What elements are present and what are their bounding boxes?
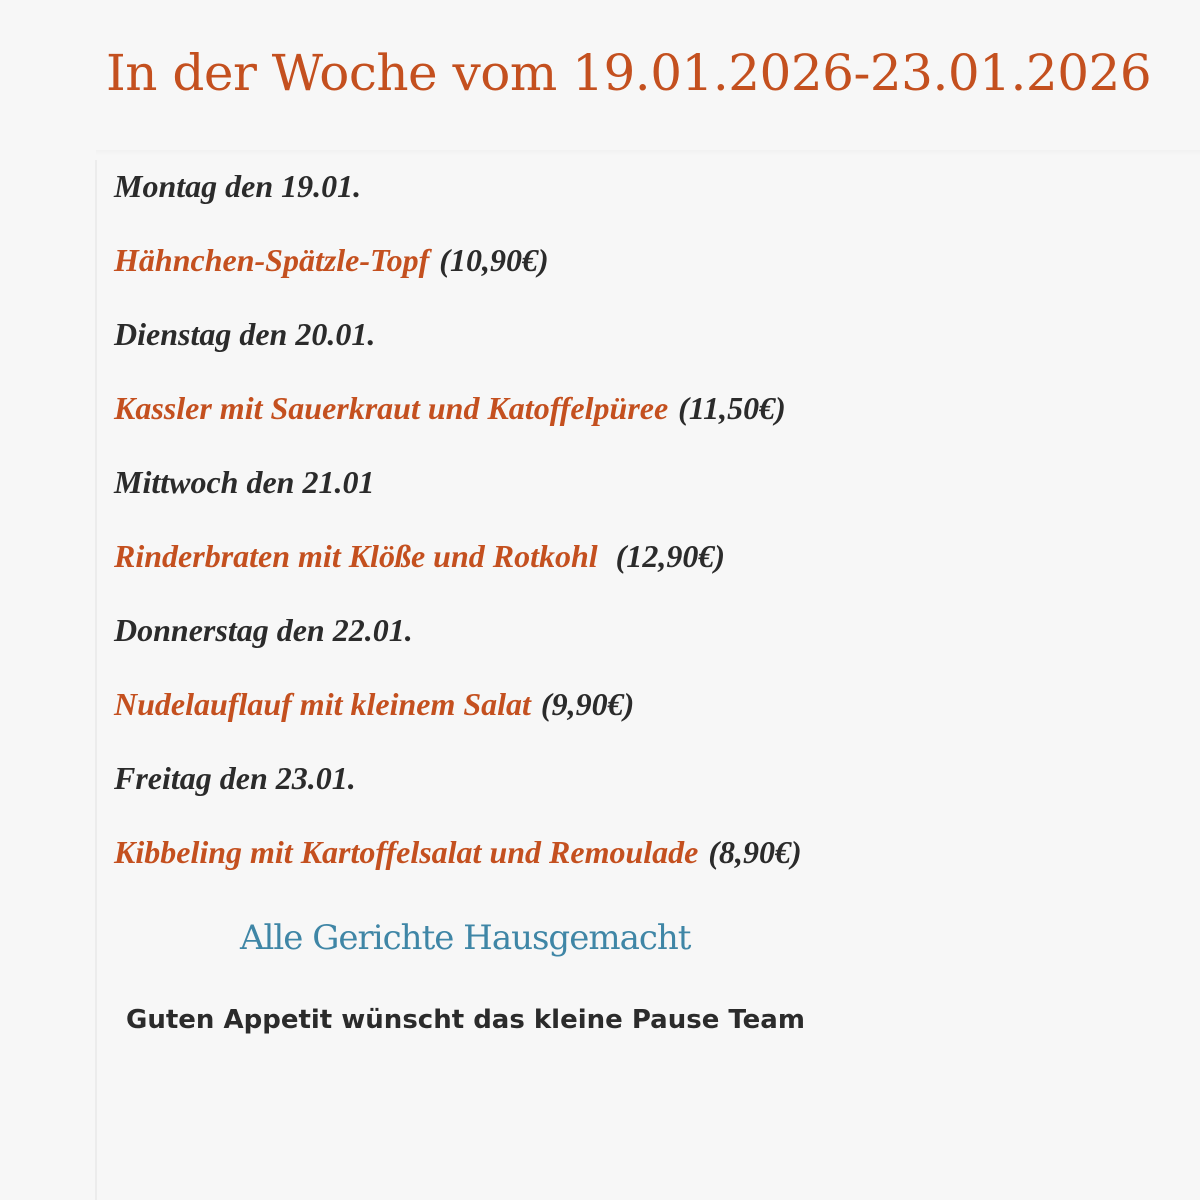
dish-price: (9,90€)	[540, 686, 635, 722]
menu-day-thursday	[114, 604, 1174, 730]
day-heading: Dienstag den 20.01.	[114, 316, 376, 352]
menu-day-monday	[114, 160, 1174, 286]
dish-entry	[114, 678, 1174, 730]
dish-price: (11,50€)	[678, 390, 786, 426]
day-heading: Mittwoch den 21.01	[114, 464, 375, 500]
dish-entry	[114, 530, 1174, 582]
dish-entry	[114, 826, 1174, 878]
dish-entry	[114, 382, 1174, 434]
menu-day-wednesday	[114, 456, 1174, 582]
dish-price: (12,90€)	[615, 538, 725, 574]
homemade-note: Alle Gerichte Hausgemacht	[240, 918, 691, 958]
dish-price: (10,90€)	[439, 242, 549, 278]
dish-name: Kassler mit Sauerkraut und Katoffelpüree	[114, 390, 669, 426]
dish-name: Nudelauflauf mit kleinem Salat	[114, 686, 531, 722]
dish-name: Rinderbraten mit Klöße und Rotkohl	[114, 538, 606, 574]
day-heading: Donnerstag den 22.01.	[114, 612, 413, 648]
day-heading: Montag den 19.01.	[114, 168, 362, 204]
dish-name: Hähnchen-Spätzle-Topf	[114, 242, 430, 278]
menu-day-friday	[114, 752, 1174, 878]
dish-name: Kibbeling mit Kartoffelsalat und Remoulade	[114, 834, 699, 870]
menu-day-tuesday	[114, 308, 1174, 434]
dish-price: (8,90€)	[708, 834, 802, 870]
header-divider	[96, 150, 1200, 156]
content-left-border	[95, 160, 97, 1200]
dish-entry	[114, 234, 1174, 286]
day-heading: Freitag den 23.01.	[114, 760, 356, 796]
team-greeting: Guten Appetit wünscht das kleine Pause Team	[126, 1005, 805, 1035]
weekly-menu	[114, 160, 1174, 900]
page-title: In der Woche vom 19.01.2026-23.01.2026	[106, 44, 1152, 102]
